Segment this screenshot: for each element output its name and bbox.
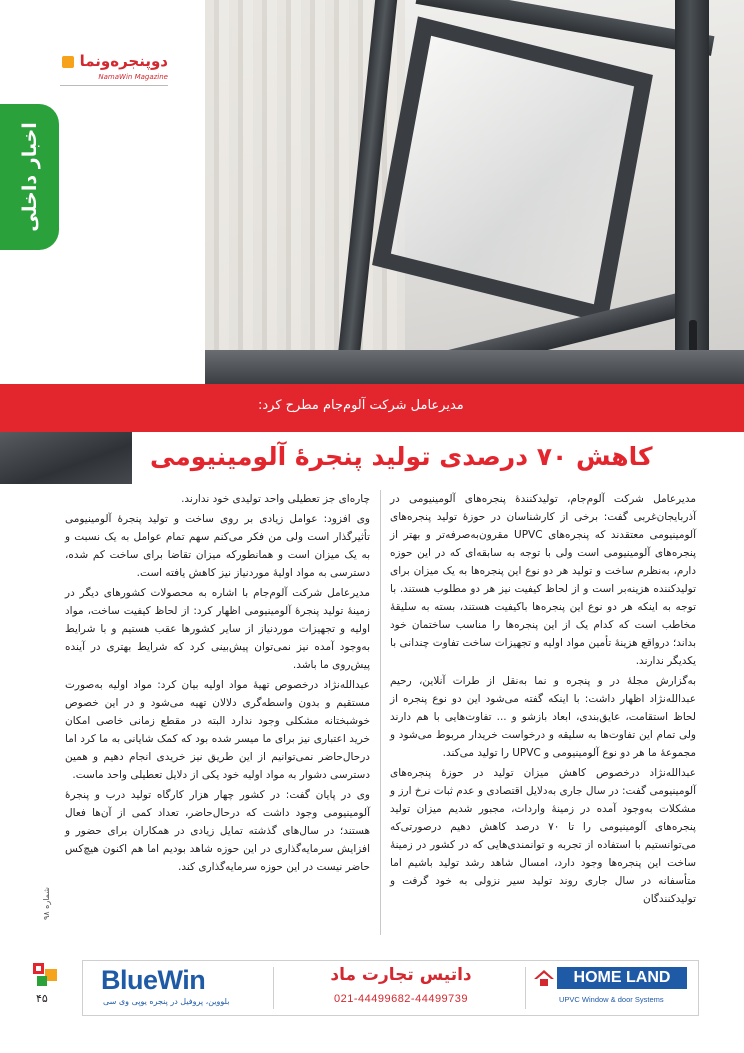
paragraph: وی در پایان گفت: در کشور چهار هزار کارگاه تولید درب و پنجرۀ آلومینیومی وجود داشت که درحال‌حاضر، تعداد کمی از آن‌ها فعال هستند؛ در سال‌های گذشته تمایل زیادی در همکاران برای حضور و افزایش سرمایه‌گذاری در این حوزه شاهد بودیم اما هم اکنون هیچ‌کس حاضر نیست در این حوزه سرمایه‌گذاری کند.: [65, 789, 370, 873]
photo-window-glass: [372, 16, 653, 323]
page-number: ۴۵: [36, 992, 48, 1005]
article-column-right: [390, 490, 696, 910]
issue-number: شماره ۹۸: [42, 887, 51, 920]
paragraph: مدیرعامل شرکت آلوم‌جام با اشاره به محصولات کشورهای دیگر در زمینۀ تولید پنجرۀ آلومینیومی اظهار کرد: از لحاظ کیفیت ساخت، مواد اولیه و تجهیزات موردنیاز از سایر کشورها عقب هستیم و با شرایط به‌وجود آمده نیز نمی‌توان پیش‌بینی کرد که شرایط بهتری در آینده پیش‌روی ما باشد.: [65, 587, 370, 671]
paragraph: وی افزود: عوامل زیادی بر روی ساخت و تولید پنجرۀ آلومینیومی تأثیرگذار است ولی من فکر می‌کنم سهم تمام عوامل به یک نسبت و به یک میزان است و همانطورکه میزان تقاضا برای ساخت کم شده، دسترسی به مواد اولیۀ موردنیاز نیز کاهش یافته است.: [65, 513, 370, 579]
ad-divider: [525, 967, 526, 1009]
ad-homeland[interactable]: [529, 961, 697, 1015]
column-divider: [380, 490, 381, 935]
paragraph: عبدالله‌نژاد درخصوص تهیۀ مواد اولیه بیان کرد: مواد اولیه به‌صورت مستقیم و بدون واسطه‌گری دلالان تهیه می‌شود و در این خصوص خوشبختانه مشکلی وجود ندارد البته در مقطع زمانی خاصی امکان خرید اعتباری نیز برای ما میسر شده بود که کمک شایانی به ما کرد اما درحال‌حاضر نمی‌توانیم از این طریق نیز خریدی انجام دهیم و همین دسترسی دشوار به مواد اولیه خود یکی از دلایل تعطیلی واحد ماست.: [65, 679, 370, 781]
article-column-left: [65, 490, 370, 878]
bluewin-logo: BlueWin: [101, 965, 206, 995]
paragraph: مدیرعامل شرکت آلوم‌جام، تولیدکنندۀ پنجره‌های آلومینیومی در آذربایجان‌غربی گفت: برخی از کارشناسان در حوزۀ تولید پنجره‌های آلومینیومی معتقدند که پنجره‌های UPVC مقرون‌به‌صرفه‌تر و بهتر از پنجره‌های آلومینیومی است ولی با توجه به سابقه‌ای که در این حوزه دارم، به‌نظرم ساخت و تولید هر دو نوع این پنجره‌ها به یک میزان برای تولیدکننده هزینه‌بر است و از لحاظ کیفیت نیز هر دو مطلوب هستند. با توجه به اینکه هر دو نوع این پنجره‌ها باکیفیت هستند، بسته به سلیقۀ مخاطب است که کدام یک از این پنجره‌ها را مناسب ساختمان خود بداند؛ درواقع هزینۀ تأمین مواد اولیه و تجهیزات ساخت تفاوت چندانی با یکدیگر ندارند.: [390, 493, 696, 667]
headline-area: [132, 432, 653, 484]
kicker-band: [0, 384, 744, 432]
datis-name: داتیس تجارت ماد: [330, 965, 472, 985]
photo-frame-detail: [0, 432, 132, 484]
section-label: اخبار داخلی: [18, 122, 41, 232]
homeland-logo: HOME LAND: [573, 969, 671, 986]
bluewin-tagline: بلووین، پروفیل در پنجره یوپی وی سی: [103, 997, 230, 1006]
homeland-tagline: UPVC Window & door Systems: [559, 995, 664, 1004]
paragraph: به‌گزارش مجلۀ در و پنجره و نما به‌نقل از طرات آنلاین، رحیم عبدالله‌نژاد اظهار داشت: با اینکه گفته می‌شود این دو نوع پنجره از لحاظ استقامت، عایق‌بندی، ابعاد بازشو و ... تفاوت‌هایی با هم دارند ولی تمام این تفاوت‌ها به سلیقه و درخواست خریدار مربوط می‌شود و مجموعۀ ما هر دو نوع آلومینیومی و UPVC را تولید می‌کند.: [390, 675, 696, 759]
logo-badge-icon: [62, 56, 74, 68]
paragraph: چاره‌ای جز تعطیلی واحد تولیدی خود ندارند.: [181, 493, 370, 505]
photo-window-sill: [205, 350, 744, 384]
ad-datis[interactable]: [279, 961, 523, 1015]
hero-photo-window: [205, 0, 744, 384]
article-kicker: مدیرعامل شرکت آلوم‌جام مطرح کرد:: [258, 398, 464, 413]
logo-divider: [60, 85, 168, 86]
article-headline: کاهش ۷۰ درصدی تولید پنجرۀ آلومینیومی: [150, 442, 653, 471]
datis-phone: 021-44499682-44499739: [333, 993, 469, 1005]
page-marker-icon: [33, 963, 59, 989]
section-tab: [0, 104, 59, 250]
house-roof-icon: [533, 967, 555, 989]
magazine-logo: [60, 52, 168, 96]
ad-divider: [273, 967, 274, 1009]
ad-bluewin[interactable]: [89, 961, 269, 1015]
magazine-logo-en: NamaWin Magazine: [98, 73, 168, 81]
paragraph: عبدالله‌نژاد درخصوص کاهش میزان تولید در حوزۀ پنجره‌های آلومینیومی گفت: در سال جاری به‌دلایل اقتصادی و عدم ثبات نرخ ارز و مشکلات به‌وجود آمده در زمینۀ واردات، مجبور شدیم میزان تولید پنجره‌های آلومینیومی را تا ۷۰ درصد کاهش دهیم درصورتی‌که می‌توانستیم با استفاده از تجربه و توانمندی‌هایی که در کشور در زمینۀ ساخت این پنجره‌ها وجود دارد، امسال شاهد رشد تولید باشیم اما متأسفانه در سال جاری روند تولید سیر نزولی به خود گرفت و تولیدکنندگان: [390, 767, 696, 905]
magazine-logo-fa: دوپنجره‌ونما: [79, 52, 168, 70]
ad-strip: [82, 960, 699, 1016]
